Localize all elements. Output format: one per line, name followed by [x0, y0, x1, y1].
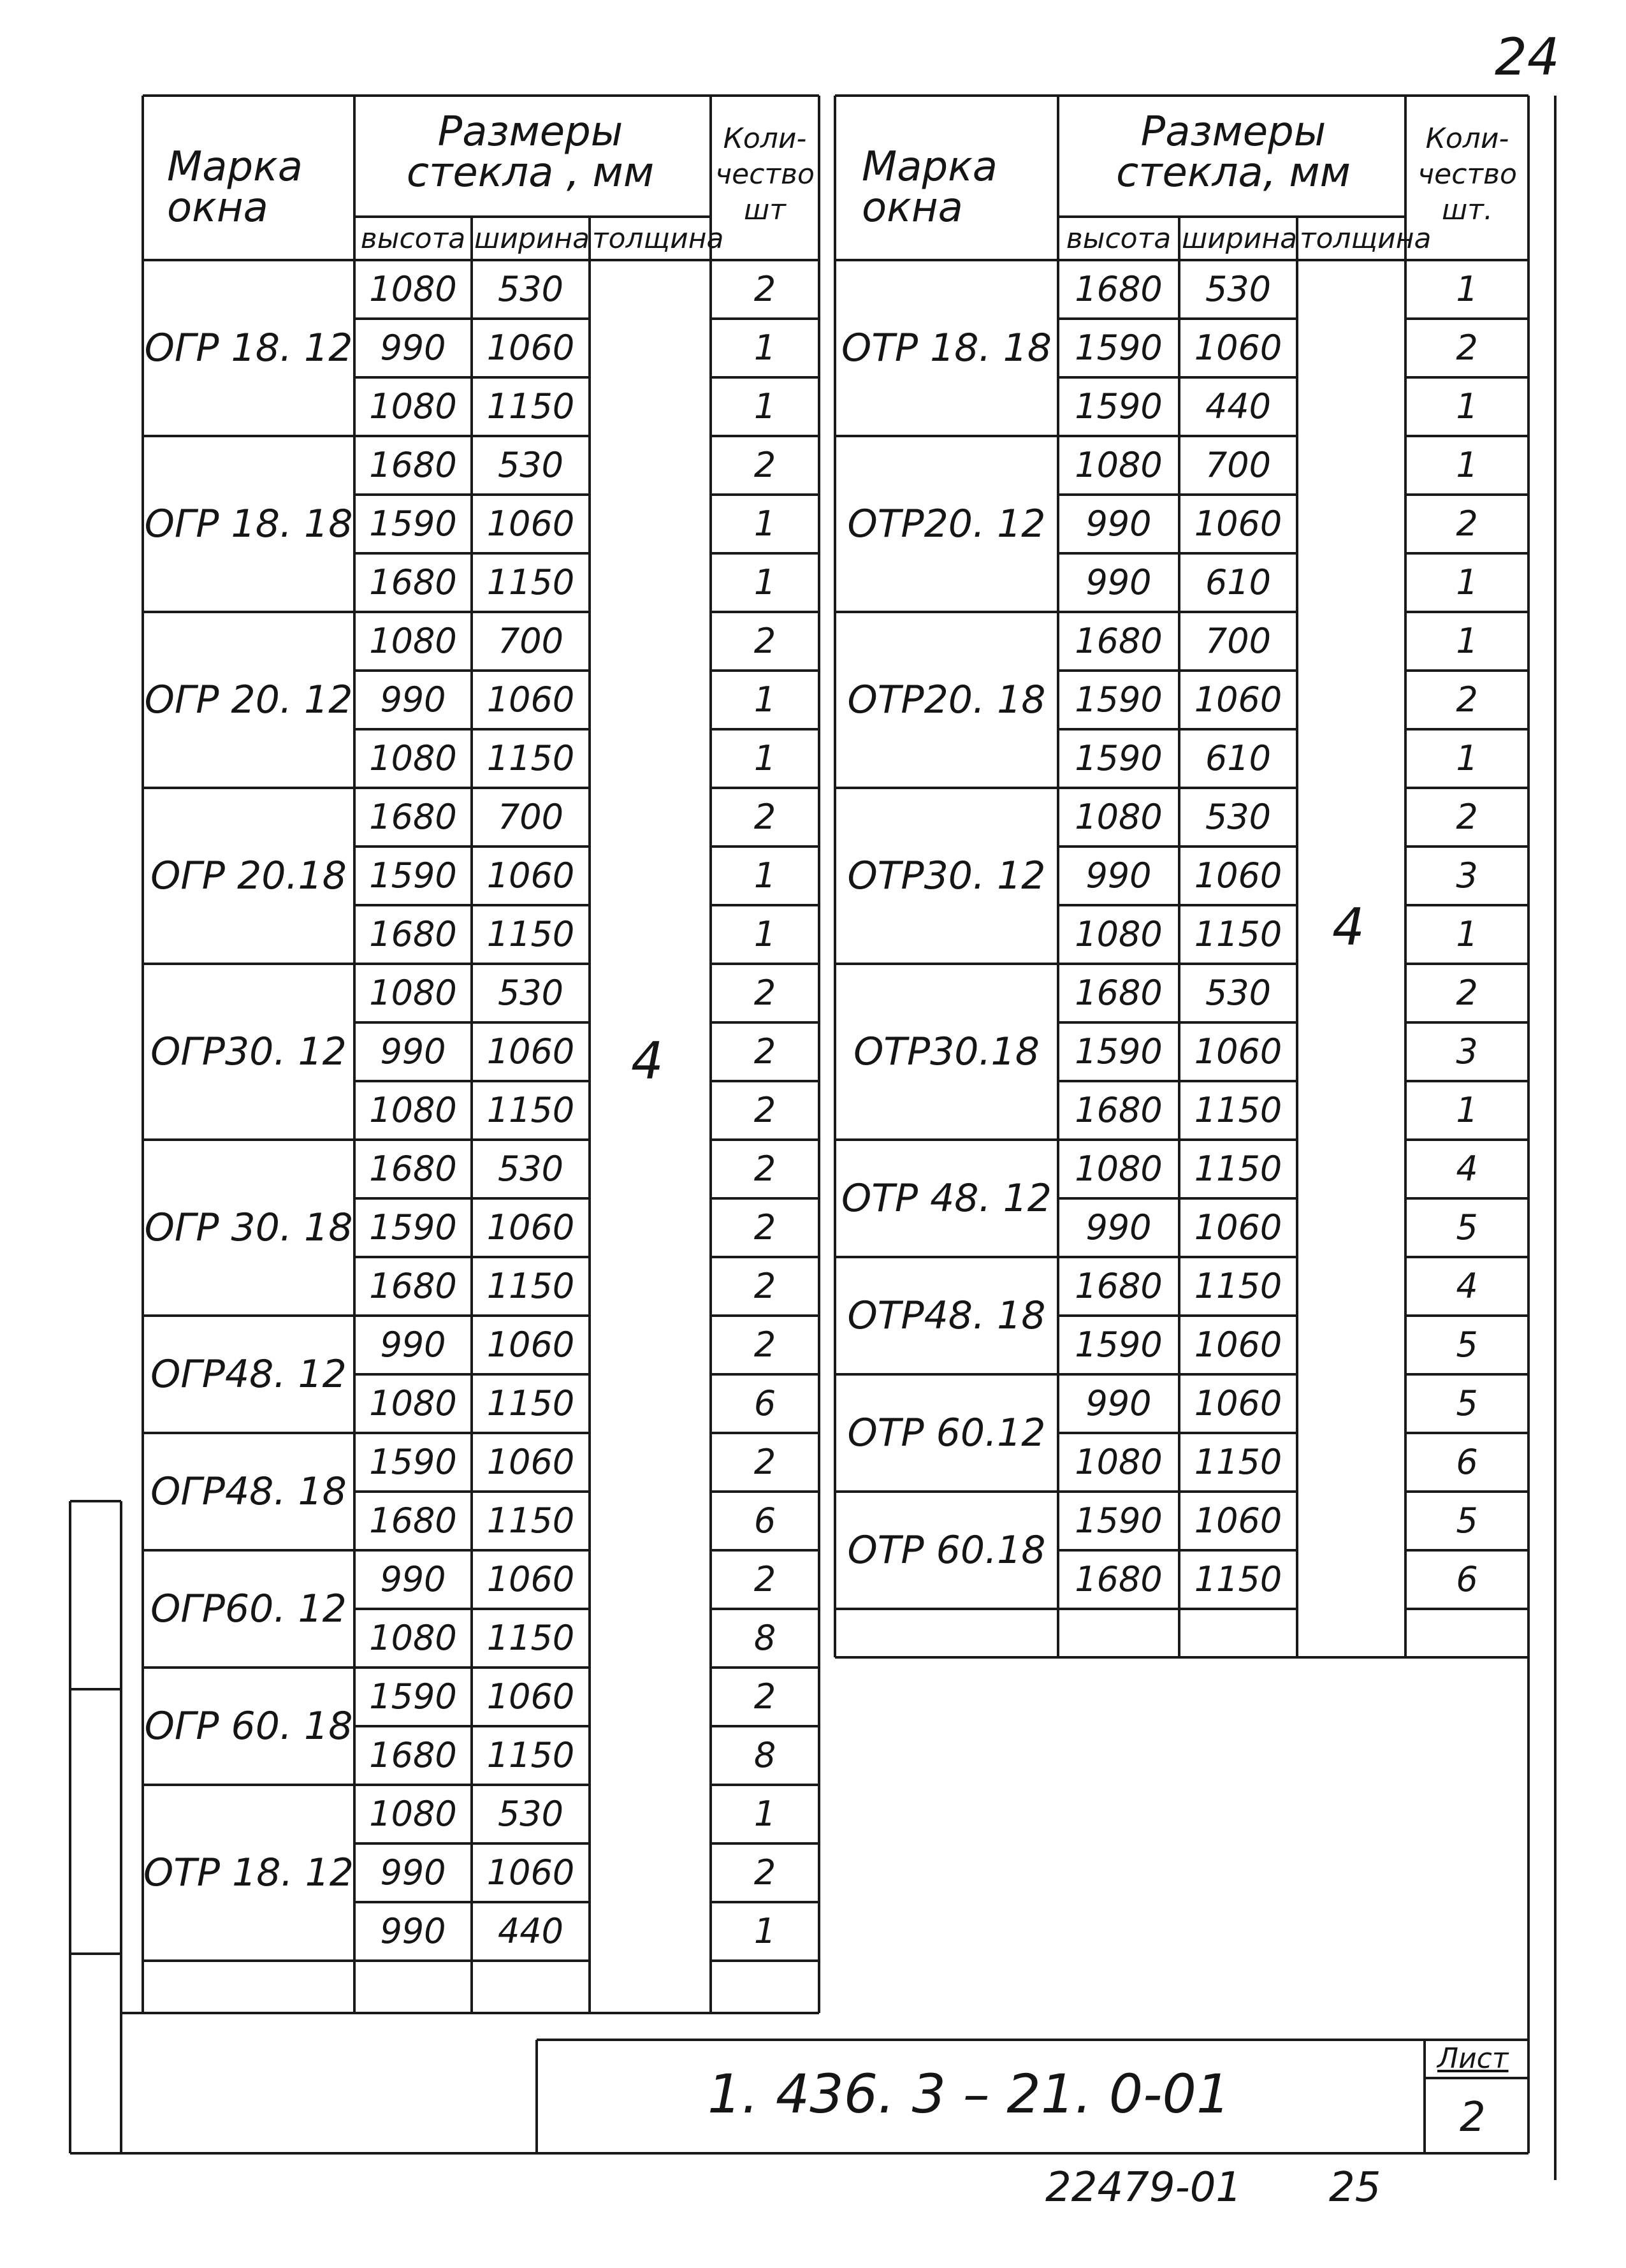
header-qty-left: Коли-чество шт [715, 122, 815, 226]
quantity-cell: 6 [1456, 1442, 1478, 1482]
quantity-cell: 1 [753, 1794, 776, 1834]
glass-height-cell: 1680 [369, 445, 457, 485]
glass-height-cell: 1590 [369, 1207, 457, 1247]
glass-height-cell: 1080 [369, 738, 457, 778]
glass-width-cell: 1150 [1194, 1442, 1282, 1482]
quantity-cell: 2 [1456, 328, 1478, 368]
glass-width-cell: 1060 [486, 1852, 575, 1893]
glass-width-cell: 1060 [486, 1207, 575, 1247]
window-mark: ОТР20. 12 [847, 502, 1046, 546]
glass-height-cell: 1680 [1075, 1559, 1163, 1599]
glass-width-cell: 1060 [486, 1031, 575, 1072]
glass-width-cell: 1060 [1194, 1207, 1282, 1247]
glass-height-cell: 990 [380, 1852, 446, 1893]
quantity-cell: 3 [1456, 855, 1478, 896]
glass-width-cell: 1150 [486, 1735, 575, 1775]
glass-height-cell: 1080 [369, 621, 457, 661]
window-mark: ОГР 20. 12 [144, 678, 353, 722]
quantity-cell: 1 [753, 328, 776, 368]
quantity-cell: 1 [1456, 386, 1478, 426]
quantity-cell: 1 [1456, 621, 1478, 661]
glass-width-cell: 1150 [486, 386, 575, 426]
quantity-cell: 2 [753, 1266, 776, 1306]
quantity-cell: 1 [1456, 445, 1478, 485]
glass-height-cell: 1080 [369, 1618, 457, 1658]
glass-height-cell: 1680 [369, 914, 457, 954]
glass-height-cell: 1590 [1075, 386, 1163, 426]
glass-height-cell: 1680 [1075, 1090, 1163, 1130]
header-thickness-left: толщина [592, 222, 724, 255]
quantity-cell: 1 [753, 738, 776, 778]
glass-height-cell: 1680 [1075, 1266, 1163, 1306]
quantity-cell: 4 [1456, 1149, 1478, 1189]
glass-height-cell: 1080 [1075, 914, 1163, 954]
quantity-cell: 1 [753, 680, 776, 720]
header-width-left: ширина [474, 222, 590, 255]
quantity-cell: 5 [1456, 1325, 1478, 1365]
glass-height-cell: 1590 [369, 855, 457, 896]
document-code: 1. 436. 3 – 21. 0-01 [708, 2063, 1231, 2125]
glass-width-cell: 1150 [486, 1266, 575, 1306]
glass-height-cell: 1680 [369, 797, 457, 837]
glass-height-cell: 990 [1085, 855, 1152, 896]
glass-width-cell: 700 [497, 797, 564, 837]
window-mark: ОТР 60.12 [847, 1411, 1046, 1455]
quantity-cell: 1 [753, 562, 776, 602]
quantity-cell: 2 [753, 1559, 776, 1599]
quantity-cell: 1 [1456, 1090, 1478, 1130]
glass-width-cell: 700 [1205, 621, 1272, 661]
glass-height-cell: 990 [1085, 1383, 1152, 1423]
glass-height-cell: 1680 [1075, 973, 1163, 1013]
quantity-cell: 2 [753, 1090, 776, 1130]
glass-width-cell: 1060 [1194, 504, 1282, 544]
quantity-cell: 2 [753, 1149, 776, 1189]
page-number: 24 [1495, 27, 1560, 87]
quantity-cell: 3 [1456, 1031, 1478, 1072]
header-qty-right: Коли-чество шт. [1418, 122, 1517, 226]
quantity-cell: 6 [753, 1501, 776, 1541]
quantity-cell: 2 [753, 445, 776, 485]
quantity-cell: 2 [753, 1325, 776, 1365]
glass-height-cell: 1080 [369, 1383, 457, 1423]
quantity-cell: 6 [1456, 1559, 1478, 1599]
quantity-cell: 4 [1456, 1266, 1478, 1306]
glass-width-cell: 1150 [1194, 914, 1282, 954]
glass-height-cell: 1590 [1075, 738, 1163, 778]
quantity-cell: 1 [1456, 269, 1478, 309]
quantity-cell: 1 [753, 504, 776, 544]
quantity-cell: 6 [753, 1383, 776, 1423]
header-width-right: ширина [1182, 222, 1298, 255]
glass-height-cell: 1080 [369, 386, 457, 426]
quantity-cell: 1 [753, 914, 776, 954]
quantity-cell: 2 [1456, 680, 1478, 720]
glass-height-cell: 1680 [1075, 269, 1163, 309]
header-mark-right: Марка окна [862, 143, 998, 231]
glass-height-cell: 1590 [369, 1442, 457, 1482]
glass-width-cell: 1060 [486, 1442, 575, 1482]
window-mark: ОТР 18. 12 [143, 1850, 354, 1895]
glass-width-cell: 1150 [486, 738, 575, 778]
glass-width-cell: 1060 [486, 855, 575, 896]
window-mark: ОГР 30. 18 [144, 1205, 353, 1250]
glass-width-cell: 700 [1205, 445, 1272, 485]
glass-height-cell: 1680 [369, 1149, 457, 1189]
glass-height-cell: 1680 [1075, 621, 1163, 661]
glass-height-cell: 1590 [1075, 1501, 1163, 1541]
glass-width-cell: 1060 [1194, 328, 1282, 368]
sheet-label: Лист [1437, 2042, 1509, 2075]
window-mark: ОТР20. 18 [847, 678, 1046, 722]
thickness-value-right: 4 [1332, 898, 1365, 957]
inventory-number: 22479-01 [1045, 2164, 1242, 2211]
glass-width-cell: 440 [497, 1911, 564, 1951]
quantity-cell: 8 [753, 1735, 776, 1775]
quantity-cell: 2 [1456, 504, 1478, 544]
glass-width-cell: 1150 [486, 1090, 575, 1130]
window-mark: ОГР48. 12 [150, 1352, 347, 1397]
quantity-cell: 1 [1456, 562, 1478, 602]
glass-width-cell: 530 [497, 269, 564, 309]
glass-height-cell: 990 [1085, 1207, 1152, 1247]
glass-width-cell: 530 [497, 445, 564, 485]
glass-width-cell: 530 [1205, 797, 1272, 837]
header-sizes-right: Размеры стекла, мм [1116, 108, 1351, 196]
glass-height-cell: 1080 [369, 1794, 457, 1834]
quantity-cell: 1 [753, 855, 776, 896]
glass-width-cell: 530 [497, 973, 564, 1013]
glass-width-cell: 1060 [1194, 1031, 1282, 1072]
window-mark: ОГР 20.18 [150, 854, 347, 898]
header-height-right: высота [1066, 222, 1172, 255]
glass-width-cell: 1150 [486, 562, 575, 602]
glass-width-cell: 1060 [1194, 1325, 1282, 1365]
quantity-cell: 2 [753, 1442, 776, 1482]
glass-height-cell: 1680 [369, 1266, 457, 1306]
glass-width-cell: 1060 [486, 328, 575, 368]
glass-width-cell: 1150 [486, 914, 575, 954]
quantity-cell: 2 [753, 269, 776, 309]
glass-width-cell: 1150 [1194, 1266, 1282, 1306]
glass-height-cell: 990 [380, 328, 446, 368]
quantity-cell: 2 [753, 973, 776, 1013]
header-sizes-left: Размеры стекла , мм [406, 108, 655, 196]
glass-width-cell: 610 [1205, 738, 1272, 778]
glass-height-cell: 990 [1085, 562, 1152, 602]
quantity-cell: 2 [753, 1031, 776, 1072]
quantity-cell: 2 [753, 621, 776, 661]
window-mark: ОГР30. 12 [150, 1029, 347, 1074]
window-mark: ОТР48. 18 [847, 1293, 1046, 1338]
glass-height-cell: 1680 [369, 1735, 457, 1775]
glass-width-cell: 1060 [486, 1325, 575, 1365]
window-mark: ОГР 18. 12 [144, 326, 353, 370]
window-mark: ОТР 60.18 [847, 1528, 1046, 1573]
glass-width-cell: 530 [1205, 269, 1272, 309]
glass-width-cell: 1150 [486, 1501, 575, 1541]
glass-width-cell: 1150 [1194, 1090, 1282, 1130]
quantity-cell: 5 [1456, 1383, 1478, 1423]
header-height-left: высота [360, 222, 466, 255]
sheet-number: 2 [1460, 2094, 1486, 2141]
footer-page: 25 [1329, 2164, 1381, 2211]
quantity-cell: 2 [753, 1852, 776, 1893]
quantity-cell: 1 [1456, 914, 1478, 954]
quantity-cell: 2 [753, 797, 776, 837]
glass-height-cell: 1680 [369, 1501, 457, 1541]
window-mark: ОТР30. 12 [847, 854, 1046, 898]
glass-width-cell: 1060 [486, 504, 575, 544]
glass-width-cell: 1150 [486, 1618, 575, 1658]
glass-height-cell: 990 [380, 680, 446, 720]
glass-width-cell: 1060 [1194, 1383, 1282, 1423]
quantity-cell: 5 [1456, 1501, 1478, 1541]
glass-height-cell: 990 [380, 1559, 446, 1599]
header-mark-left: Марка окна [167, 143, 303, 231]
glass-width-cell: 1150 [1194, 1149, 1282, 1189]
glass-width-cell: 1060 [486, 680, 575, 720]
glass-height-cell: 1680 [369, 562, 457, 602]
glass-height-cell: 990 [380, 1031, 446, 1072]
glass-width-cell: 530 [497, 1794, 564, 1834]
glass-width-cell: 1150 [1194, 1559, 1282, 1599]
glass-height-cell: 1590 [369, 1676, 457, 1717]
glass-height-cell: 1080 [369, 1090, 457, 1130]
glass-width-cell: 1060 [486, 1676, 575, 1717]
glass-height-cell: 1080 [1075, 1442, 1163, 1482]
quantity-cell: 2 [753, 1207, 776, 1247]
glass-width-cell: 440 [1205, 386, 1272, 426]
glass-width-cell: 1060 [1194, 855, 1282, 896]
quantity-cell: 8 [753, 1618, 776, 1658]
quantity-cell: 5 [1456, 1207, 1478, 1247]
glass-width-cell: 610 [1205, 562, 1272, 602]
quantity-cell: 2 [753, 1676, 776, 1717]
quantity-cell: 1 [753, 1911, 776, 1951]
window-mark: ОГР60. 12 [150, 1587, 347, 1631]
glass-height-cell: 1080 [1075, 1149, 1163, 1189]
quantity-cell: 1 [1456, 738, 1478, 778]
glass-height-cell: 1590 [1075, 1325, 1163, 1365]
glass-width-cell: 1150 [486, 1383, 575, 1423]
glass-width-cell: 1060 [1194, 1501, 1282, 1541]
glass-width-cell: 1060 [1194, 680, 1282, 720]
glass-height-cell: 1080 [1075, 445, 1163, 485]
glass-width-cell: 700 [497, 621, 564, 661]
glass-height-cell: 990 [380, 1911, 446, 1951]
window-mark: ОТР 48. 12 [841, 1176, 1052, 1221]
window-mark: ОГР 18. 18 [144, 502, 353, 546]
glass-height-cell: 1590 [1075, 1031, 1163, 1072]
glass-height-cell: 990 [1085, 504, 1152, 544]
header-thickness-right: толщина [1300, 222, 1432, 255]
window-mark: ОТР 18. 18 [841, 326, 1052, 370]
thickness-value-left: 4 [631, 1031, 664, 1091]
glass-height-cell: 1080 [1075, 797, 1163, 837]
glass-width-cell: 530 [1205, 973, 1272, 1013]
glass-height-cell: 1080 [369, 973, 457, 1013]
quantity-cell: 2 [1456, 973, 1478, 1013]
glass-height-cell: 1590 [1075, 680, 1163, 720]
glass-width-cell: 1060 [486, 1559, 575, 1599]
glass-height-cell: 990 [380, 1325, 446, 1365]
glass-height-cell: 1590 [1075, 328, 1163, 368]
glass-height-cell: 1080 [369, 269, 457, 309]
window-mark: ОГР48. 18 [150, 1469, 347, 1514]
window-mark: ОТР30.18 [853, 1029, 1040, 1074]
glass-height-cell: 1590 [369, 504, 457, 544]
quantity-cell: 1 [753, 386, 776, 426]
window-mark: ОГР 60. 18 [144, 1704, 353, 1748]
glass-width-cell: 530 [497, 1149, 564, 1189]
quantity-cell: 2 [1456, 797, 1478, 837]
